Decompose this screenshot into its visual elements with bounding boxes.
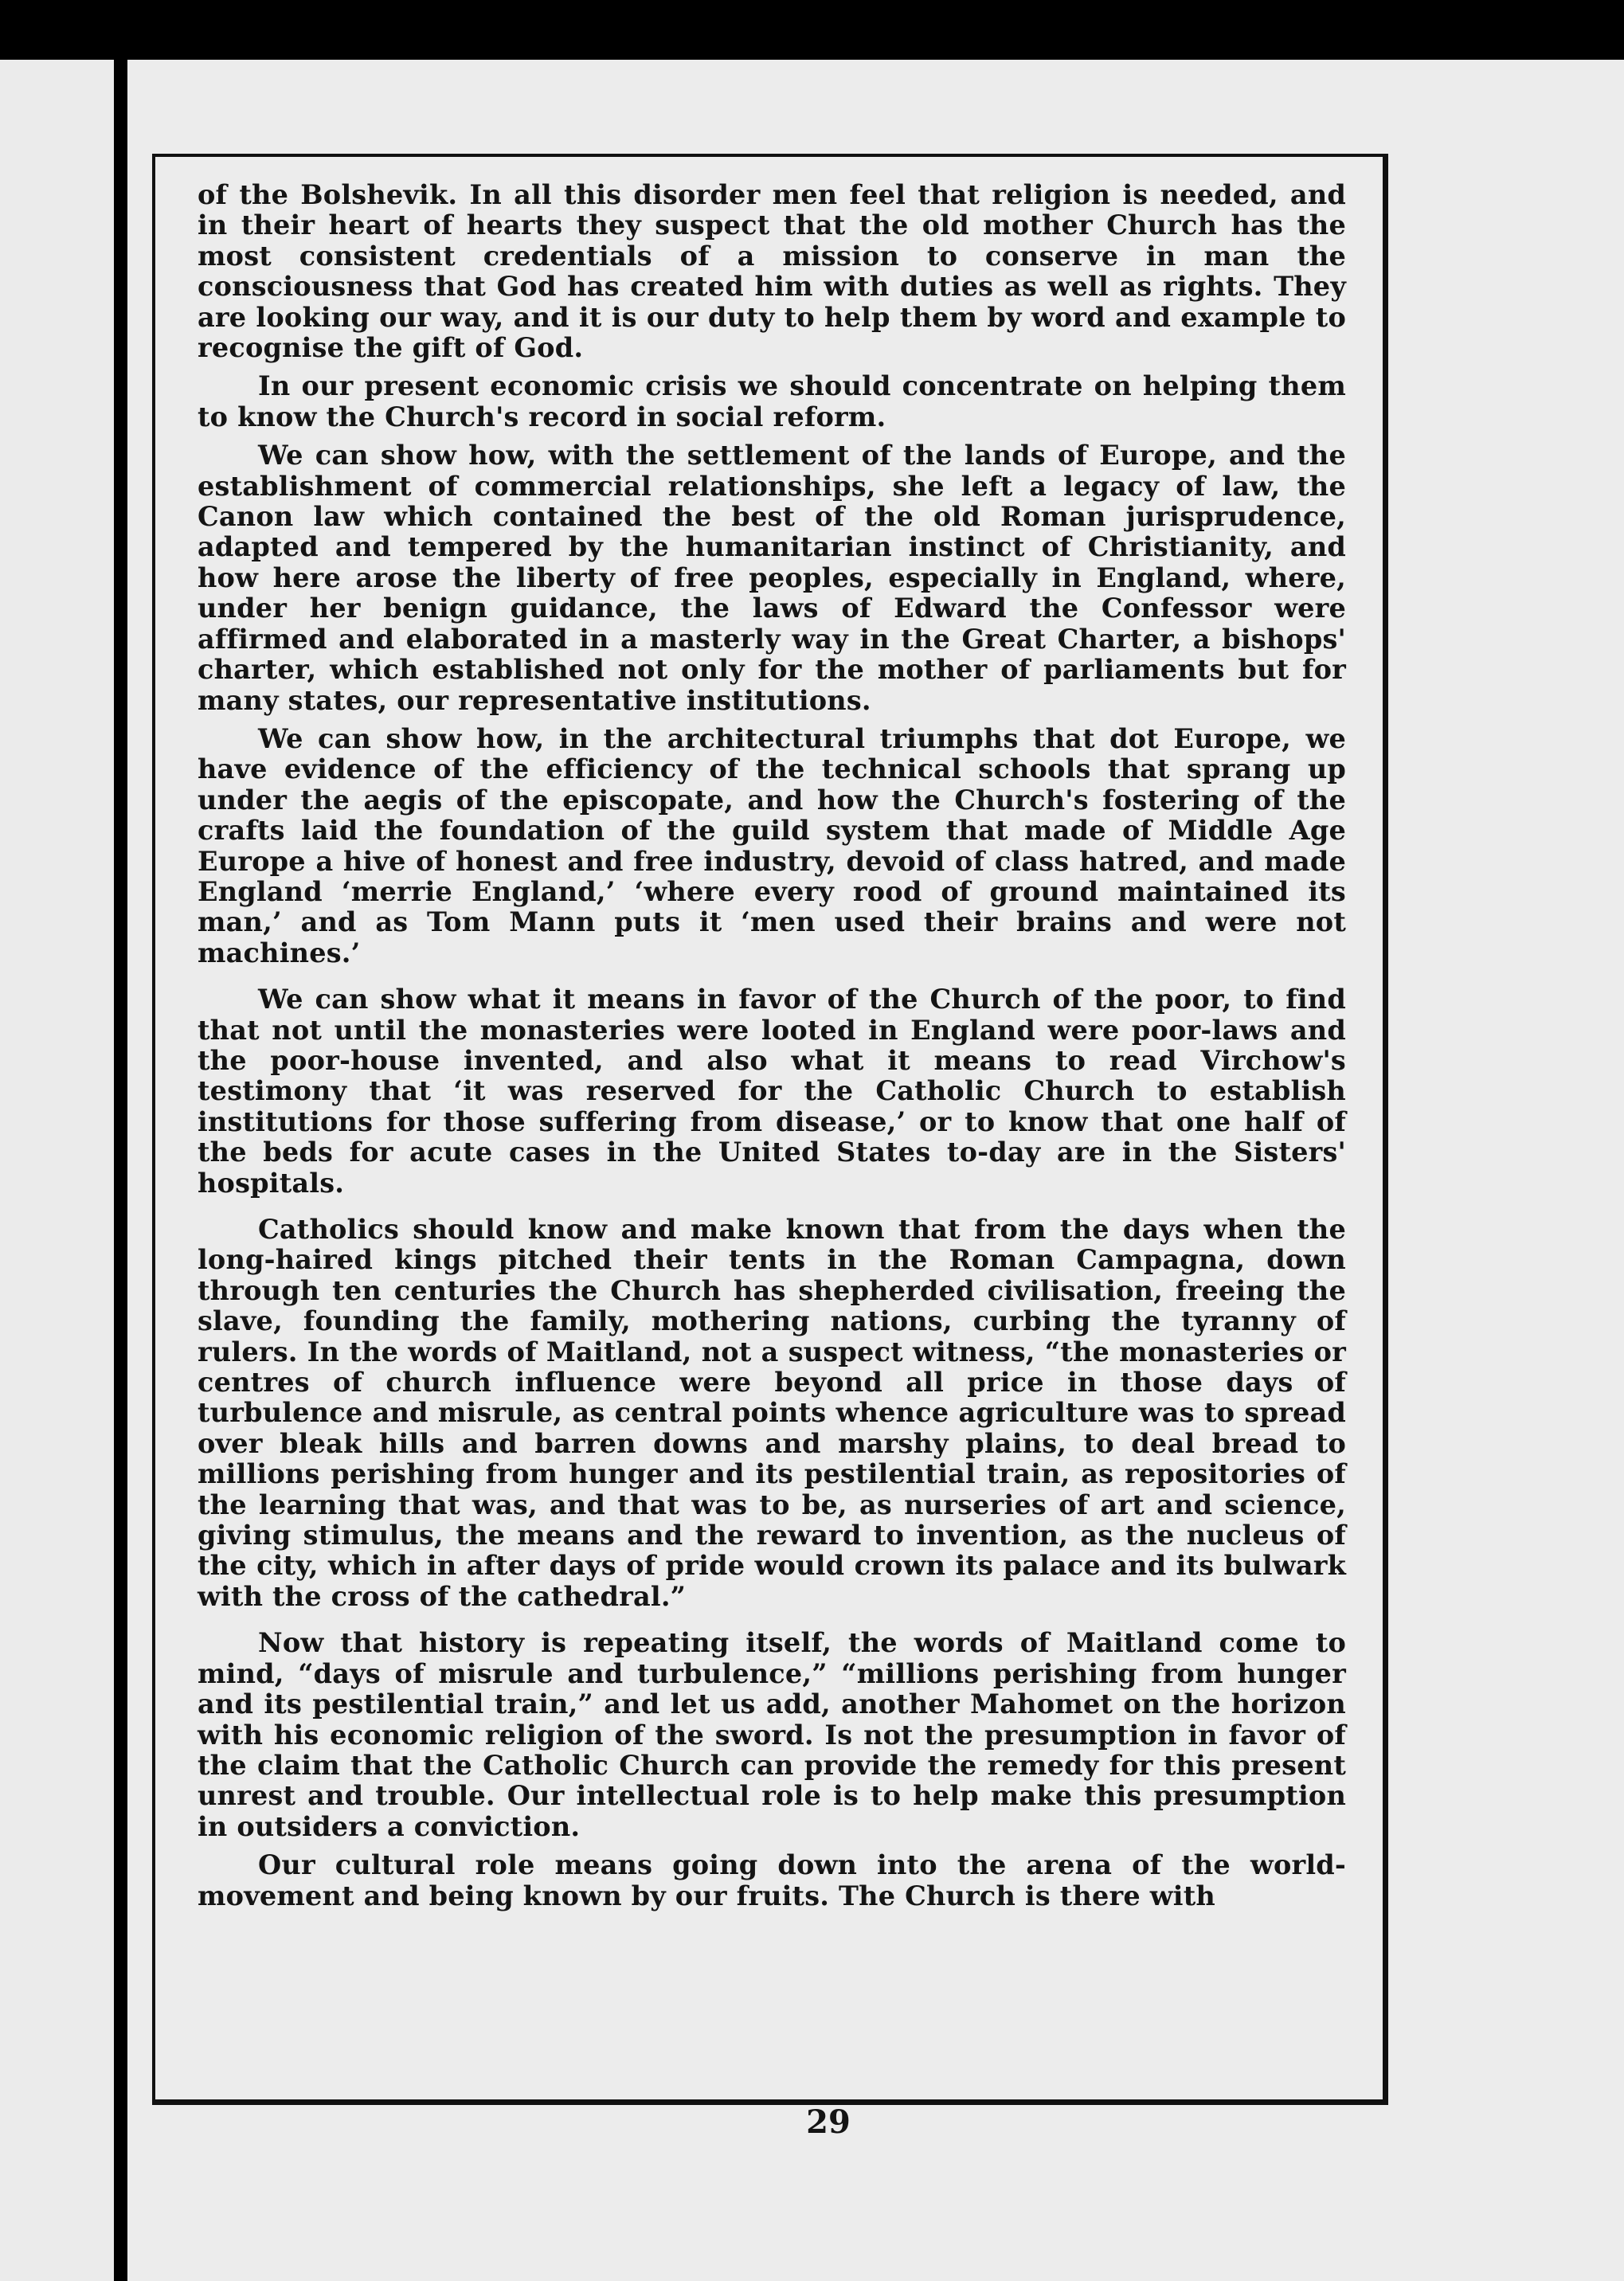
paragraph-2: In our present economic crisis we should concentrate on helping them to know the Church's record in social reform. bbox=[198, 370, 1346, 432]
body-text bbox=[198, 180, 1346, 1919]
paragraph-8: Our cultural role means going down into the arena of the world-movement and being known by our fruits. The Church is there with bbox=[198, 1849, 1346, 1911]
paragraph-5: We can show what it means in favor of the Church of the poor, to find that not until the monasteries were looted in England were poor-laws and the poor-house invented, and also what it means to read Virchow's testimony that ‘it was reserved for the Catholic Church to establish institutions for those suffering from disease,’ or to know that one half of the beds for acute cases in the United States to-day are in the Sisters' hospitals. bbox=[198, 984, 1346, 1199]
paragraph-6: Catholics should know and make known that from the days when the long-haired kings pitched their tents in the Roman Campagna, down through ten centuries the Church has shepherded civilisation, freeing the slave, founding the family, mothering nations, curbing the tyranny of rulers. In the words of Maitland, not a suspect witness, “the monasteries or centres of church influence were beyond all price in those days of turbulence and misrule, as central points whence agriculture was to spread over bleak hills and barren downs and marshy plains, to deal bread to millions perishing from hunger and its pestilential train, as repositories of the learning that was, and that was to be, as nurseries of art and science, giving stimulus, the means and the reward to invention, as the nucleus of the city, which in after days of pride would crown its palace and its bulwark with the cross of the cathedral.” bbox=[198, 1214, 1346, 1612]
paragraph-4: We can show how, in the architectural triumphs that dot Europe, we have evidence of the efficiency of the technical schools that sprang up under the aegis of the episcopate, and how the Church's fostering of the crafts laid the foundation of the guild system that made of Middle Age Europe a hive of honest and free industry, devoid of class hatred, and made England ‘merrie England,’ ‘where every rood of ground maintained its man,’ and as Tom Mann puts it ‘men used their brains and were not machines.’ bbox=[198, 722, 1346, 968]
paragraph-1: of the Bolshevik. In all this disorder men feel that religion is needed, and in their heart of hearts they suspect that the old mother Church has the most consistent credentials of a mission to conserve in man the consciousness that God has created him with duties as well as rights. They are looking our way, and it is our duty to help them by word and example to recognise the gift of God. bbox=[198, 179, 1346, 364]
scan-margin-left bbox=[0, 60, 114, 2281]
paragraph-7: Now that history is repeating itself, the words of Maitland come to mind, “days of misrule and turbulence,” “millions perishing from hunger and its pestilential train,” and let us add, another Mahomet on the horizon with his economic religion of the sword. Is not the presumption in favor of the claim that the Catholic Church can provide the remedy for this present unrest and trouble. Our intellectual role is to help make this presumption in outsiders a conviction. bbox=[198, 1627, 1346, 1842]
page-number: 29 bbox=[806, 2103, 851, 2141]
paragraph-3: We can show how, with the settlement of the lands of Europe, and the establishment of commercial relationships, she left a legacy of law, the Canon law which contained the best of the old Roman jurisprudence, adapted and tempered by the humanitarian instinct of Christianity, and how here arose the liberty of free peoples, especially in England, where, under her benign guidance, the laws of Edward the Confessor were affirmed and elaborated in a masterly way in the Great Charter, a bishops' charter, which established not only for the mother of parliaments but for many states, our representative institutions. bbox=[198, 440, 1346, 716]
